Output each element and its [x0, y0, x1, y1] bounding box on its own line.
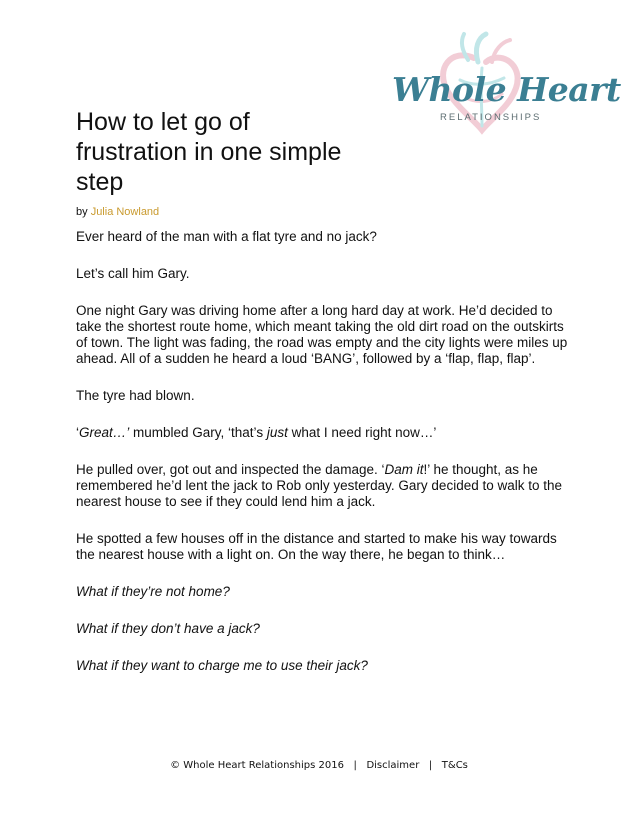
whole-heart-logo	[382, 28, 621, 138]
emphasis: just	[266, 425, 288, 440]
question-text: What if they’re not home?	[76, 584, 230, 599]
text-run: mumbled Gary, ‘that’s	[129, 425, 267, 440]
paragraph	[76, 425, 576, 441]
separator: |	[419, 760, 442, 771]
text-run: He pulled over, got out and inspected the damage. ‘	[76, 462, 385, 477]
paragraph	[76, 462, 576, 510]
copyright: © Whole Heart Relationships 2016	[170, 760, 344, 771]
terms-link[interactable]: T&Cs	[441, 760, 468, 771]
text-run: ‘	[76, 425, 79, 440]
emphasis: Dam it	[384, 462, 424, 477]
text-run: what I need right now…’	[287, 425, 437, 440]
byline	[76, 206, 159, 218]
question	[76, 621, 576, 637]
question-text: What if they want to charge me to use their jack?	[76, 658, 368, 673]
text-run: !’ he thought, as he remembered he’d lent the jack to Rob only yesterday. Gary decided to walk to the nearest house to see if they could lend him a jack.	[76, 462, 563, 509]
paragraph: Ever heard of the man with a flat tyre and no jack?	[76, 229, 377, 244]
question	[76, 658, 576, 674]
disclaimer-link[interactable]: Disclaimer	[366, 760, 420, 771]
logo-wordmark: Whole Heart	[392, 70, 621, 109]
paragraph: The tyre had blown.	[76, 388, 195, 403]
page-footer	[0, 760, 638, 771]
byline-prefix: by	[76, 206, 91, 218]
article-body	[76, 229, 576, 695]
question	[76, 584, 576, 600]
logo-tagline: RELATIONSHIPS	[440, 112, 542, 123]
paragraph: Let’s call him Gary.	[76, 266, 190, 281]
article-title: How to let go of frustration in one simple step	[76, 108, 342, 196]
emphasis: Great…’	[79, 425, 130, 440]
question-text: What if they don’t have a jack?	[76, 621, 260, 636]
paragraph: One night Gary was driving home after a long hard day at work. He’d decided to take the shortest route home, which meant taking the old dirt road on the outskirts of town. The light was fading, the road was empty and the city lights were miles up ahead. All of a sudden he heard a loud ‘BANG’, followed by a ‘flap, flap, flap’.	[76, 303, 568, 366]
separator: |	[343, 760, 367, 771]
author-link[interactable]: Julia Nowland	[90, 206, 160, 218]
paragraph: He spotted a few houses off in the distance and started to make his way towards the nearest house with a light on. On the way there, he began to think…	[76, 531, 557, 562]
